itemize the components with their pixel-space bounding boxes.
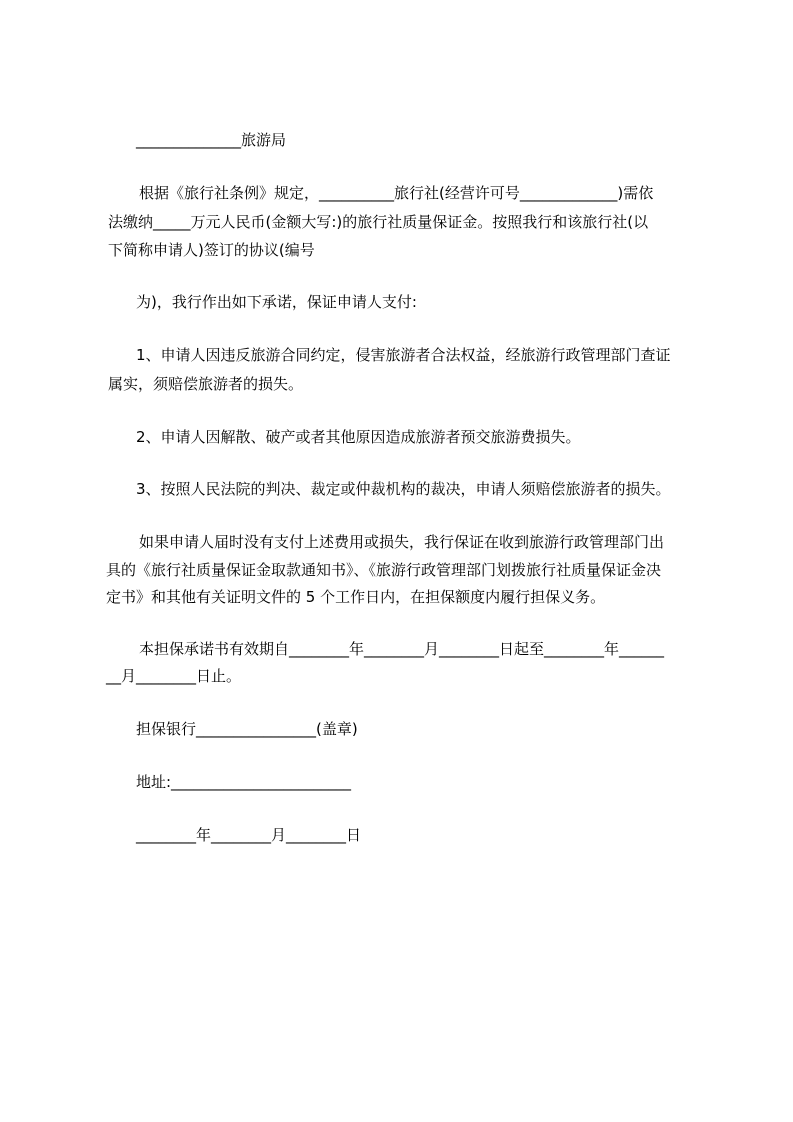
paragraph-intro-line-3: 下简称申请人)签订的协议(编号 [108,241,315,259]
clause-1-line-2: 属实，须赔偿旅游者的损失。 [108,375,304,393]
clause-1-line-1: 1、申请人因违反旅游合同约定，侵害旅游者合法权益，经旅游行政管理部门查证 [136,346,671,364]
paragraph-commitment: 为)，我行作出如下承诺，保证申请人支付: [136,293,417,311]
addressee-line: ______________旅游局 [136,131,287,149]
validity-line-1: 本担保承诺书有效期自________年________月________日起至________年______ [139,640,665,658]
address-line: 地址:________________________ [136,773,352,791]
guarantor-bank-line: 担保银行________________(盖章) [136,720,358,738]
paragraph-intro-line-1: 根据《旅行社条例》规定，__________旅行社(经营许可号_____________)需依 [139,184,654,202]
paragraph-intro-line-2: 法缴纳_____万元人民币(金额大写:)的旅行社质量保证金。按照我行和该旅行社(以 [108,213,649,231]
date-line: ________年________月________日 [136,826,362,844]
paragraph-guarantee-line-2: 具的《旅行社质量保证金取款通知书》、《旅游行政管理部门划拨旅行社质量保证金决 [106,561,662,579]
paragraph-guarantee-line-3: 定书》和其他有关证明文件的 5 个工作日内，在担保额度内履行担保义务。 [106,588,606,606]
clause-2: 2、申请人因解散、破产或者其他原因造成旅游者预交旅游费损失。 [136,428,581,446]
paragraph-guarantee-line-1: 如果申请人届时没有支付上述费用或损失，我行保证在收到旅游行政管理部门出 [139,533,665,551]
validity-line-2: __月________日止。 [106,667,242,685]
clause-3: 3、按照人民法院的判决、裁定或仲裁机构的裁决，申请人须赔偿旅游者的损失。 [136,480,671,498]
